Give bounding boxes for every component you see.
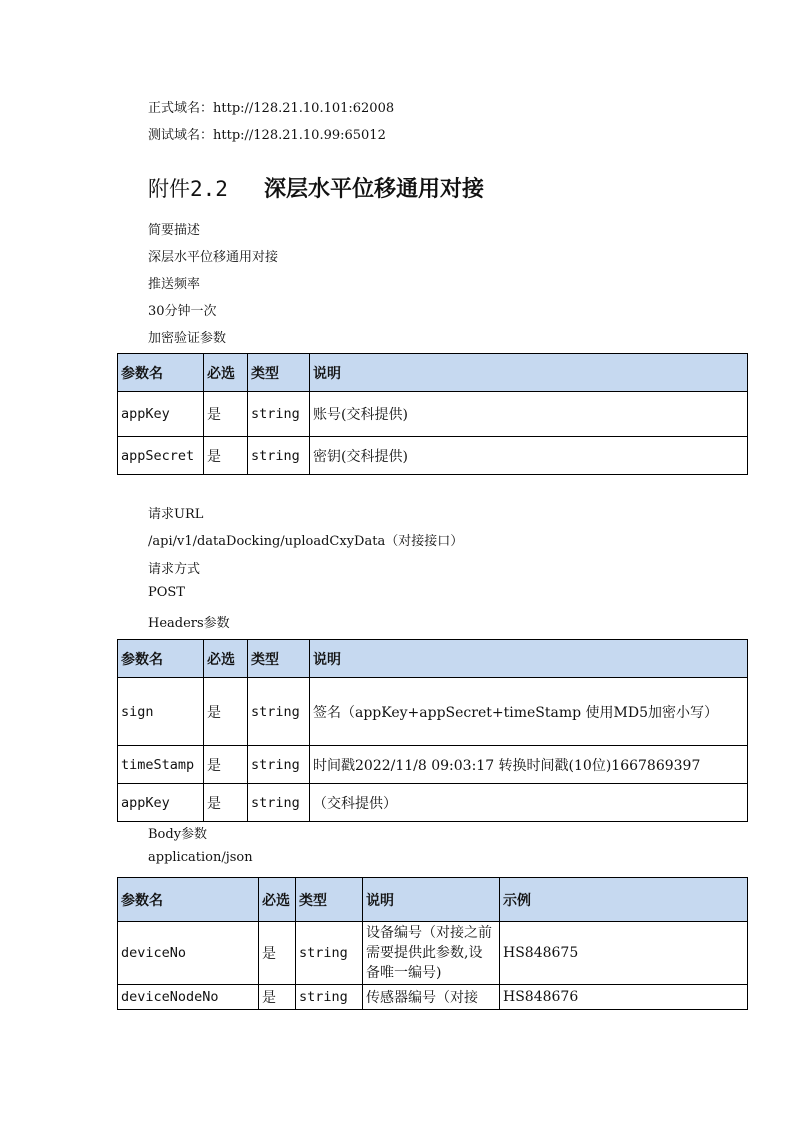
cell-param-name: deviceNodeNo xyxy=(118,985,259,1010)
header-required: 必选 xyxy=(204,640,248,678)
production-domain: 正式域名：http://128.21.10.101:62008 xyxy=(148,101,395,116)
cell-example: HS848675 xyxy=(500,922,748,985)
cell-param-name: timeStamp xyxy=(118,746,204,784)
section-number: 附件2.2 xyxy=(148,177,228,201)
cell-description: 设备编号（对接之前需要提供此参数,设备唯一编号) xyxy=(363,922,500,985)
cell-required: 是 xyxy=(259,922,296,985)
cell-type: string xyxy=(248,746,310,784)
cell-type: string xyxy=(248,437,310,475)
header-param-name: 参数名 xyxy=(118,640,204,678)
cell-type: string xyxy=(248,784,310,822)
cell-required: 是 xyxy=(204,784,248,822)
cell-description: 签名（appKey+appSecret+timeStamp 使用MD5加密小写） xyxy=(310,678,748,746)
table-row xyxy=(118,678,748,746)
request-method-label: 请求方式 xyxy=(148,562,201,577)
header-description: 说明 xyxy=(310,640,748,678)
cell-param-name: appKey xyxy=(118,392,204,437)
content-type-value: application/json xyxy=(148,850,253,865)
frequency-value: 30分钟一次 xyxy=(148,304,217,319)
section-heading xyxy=(148,172,484,203)
cell-type: string xyxy=(296,985,363,1010)
cell-param-name: appSecret xyxy=(118,437,204,475)
summary-label: 简要描述 xyxy=(148,223,201,238)
cell-type: string xyxy=(248,392,310,437)
test-domain: 测试域名：http://128.21.10.99:65012 xyxy=(148,128,386,143)
auth-params-label: 加密验证参数 xyxy=(148,331,227,346)
summary-value: 深层水平位移通用对接 xyxy=(148,250,279,265)
table-row xyxy=(118,985,748,1010)
body-params-label: Body参数 xyxy=(148,827,208,842)
cell-required: 是 xyxy=(204,392,248,437)
cell-description: 密钥(交科提供) xyxy=(310,437,748,475)
auth-params-table xyxy=(117,353,748,475)
table-header-row xyxy=(118,878,748,922)
cell-type: string xyxy=(248,678,310,746)
table-row xyxy=(118,922,748,985)
request-method-value: POST xyxy=(148,585,185,600)
section-title: 深层水平位移通用对接 xyxy=(263,176,484,202)
frequency-label: 推送频率 xyxy=(148,277,201,292)
header-param-name: 参数名 xyxy=(118,354,204,392)
cell-description: （交科提供） xyxy=(310,784,748,822)
cell-required: 是 xyxy=(259,985,296,1010)
body-params-table xyxy=(117,877,748,1010)
cell-required: 是 xyxy=(204,678,248,746)
table-row xyxy=(118,437,748,475)
cell-param-name: sign xyxy=(118,678,204,746)
cell-type: string xyxy=(296,922,363,985)
header-required: 必选 xyxy=(259,878,296,922)
cell-required: 是 xyxy=(204,746,248,784)
cell-required: 是 xyxy=(204,437,248,475)
headers-params-table xyxy=(117,639,748,822)
table-row xyxy=(118,784,748,822)
header-type: 类型 xyxy=(296,878,363,922)
header-type: 类型 xyxy=(248,640,310,678)
header-required: 必选 xyxy=(204,354,248,392)
request-url-label: 请求URL xyxy=(148,507,204,522)
cell-param-name: appKey xyxy=(118,784,204,822)
table-header-row xyxy=(118,354,748,392)
table-row xyxy=(118,746,748,784)
header-type: 类型 xyxy=(248,354,310,392)
cell-description: 时间戳2022/11/8 09:03:17 转换时间戳(10位)1667869397 xyxy=(310,746,748,784)
cell-example: HS848676 xyxy=(500,985,748,1010)
table-header-row xyxy=(118,640,748,678)
header-description: 说明 xyxy=(363,878,500,922)
header-description: 说明 xyxy=(310,354,748,392)
header-param-name: 参数名 xyxy=(118,878,259,922)
header-example: 示例 xyxy=(500,878,748,922)
cell-description: 账号(交科提供) xyxy=(310,392,748,437)
table-row xyxy=(118,392,748,437)
cell-description: 传感器编号（对接 xyxy=(363,985,500,1010)
cell-param-name: deviceNo xyxy=(118,922,259,985)
headers-params-label: Headers参数 xyxy=(148,616,230,631)
request-url-value: /api/v1/dataDocking/uploadCxyData（对接接口） xyxy=(148,534,464,549)
